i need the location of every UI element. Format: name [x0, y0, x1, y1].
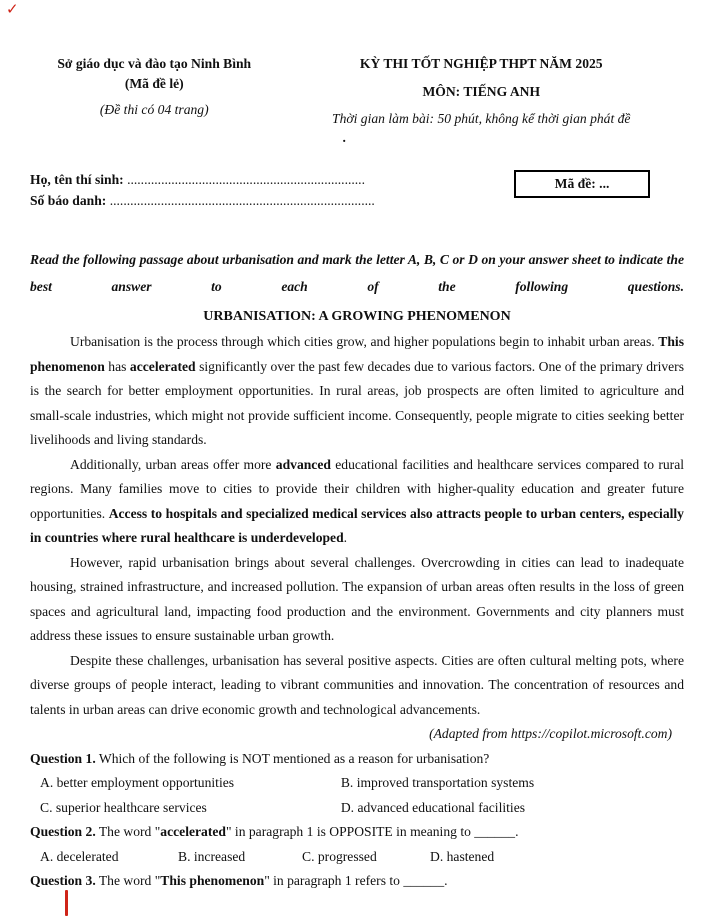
question-1-text: Question 1. Which of the following is NOT mentioned as a reason for urbanisation? — [30, 750, 490, 766]
passage-paragraph-1: Urbanisation is the process through which cities grow, and higher populations begin to inhabit urban areas. This phenomenon has accelerated significantly over the past few decades due to various factors. One of the primary drivers is the search for better employment opportunities. In rural areas, job prospects are often limited to agriculture and small-scale industries, which might not provide sufficient income. Consequently, people migrate to cities seeking better livelihoods and living standards. — [30, 334, 685, 447]
candidate-id-row — [30, 190, 375, 211]
question-2-options — [30, 845, 684, 870]
question-1-option-c: C. superior healthcare services — [40, 799, 207, 815]
passage-paragraph-3: However, rapid urbanisation brings about several challenges. Overcrowding in cities can lead to inadequate housing, strained infrastructure, and increased pollution. The expansion of urban areas often results in the loss of green spaces and agricultural land, impacting food production and the environment. Governments and city planners must address these issues to ensure sustainable urban growth. — [30, 554, 684, 643]
exam-code-type: (Mã đề lẻ) — [124, 76, 184, 91]
question-3-text: Question 3. The word "This phenomenon" in paragraph 1 refers to ______. — [30, 873, 448, 888]
header-left-block — [30, 54, 279, 144]
passage-title: URBANISATION: A GROWING PHENOMENON — [203, 309, 511, 324]
questions-section — [30, 747, 684, 894]
exam-code-box: Mã đề: ... — [514, 170, 650, 198]
stray-dot: . — [342, 130, 346, 145]
exam-title: KỲ THI TỐT NGHIỆP THPT NĂM 2025 — [359, 56, 603, 71]
question-1-option-d: D. advanced educational facilities — [340, 799, 526, 815]
passage-paragraph-2: Additionally, urban areas offer more advanced educational facilities and healthcare services compared to rural regions. Many families move to cities to provide their children with higher-quality education and greater future opportunities. Access to hospitals and specialized medical services also attracts people to urban centers, especially in countries where rural healthcare is underdeveloped. — [30, 456, 685, 545]
candidate-info-section — [30, 169, 684, 211]
red-pen-stroke — [65, 890, 68, 916]
red-check-mark: ✓ — [6, 0, 19, 18]
page-count-note: (Đề thi có 04 trang) — [99, 102, 209, 117]
candidate-name-row — [30, 169, 375, 190]
question-2-option-d: D. hastened — [430, 848, 495, 864]
candidate-name-label: Họ, tên thí sinh: — [30, 172, 124, 187]
reading-passage — [30, 330, 684, 722]
question-1-option-b: B. improved transportation systems — [340, 775, 535, 790]
instruction-text: Read the following passage about urbanisation and mark the letter A, B, C or D on your answer sheet to indicate the best answer to each of the following questions. — [30, 252, 684, 294]
question-2-text: Question 2. The word "accelerated" in paragraph 1 is OPPOSITE in meaning to ______. — [30, 824, 519, 839]
candidate-lines — [30, 169, 375, 211]
question-2-option-c: C. progressed — [302, 848, 377, 864]
exam-duration-note: Thời gian làm bài: 50 phút, không kể thời gian phát đề — [332, 111, 631, 126]
candidate-name-dots: ...................................................................... — [127, 172, 365, 187]
exam-header — [30, 54, 684, 144]
source-attribution: (Adapted from https://copilot.microsoft.com) — [429, 726, 672, 741]
candidate-id-label: Số báo danh: — [30, 193, 107, 208]
question-2-option-b: B. increased — [178, 848, 246, 864]
question-1-options — [30, 771, 684, 820]
department-name: Sở giáo dục và đào tạo Ninh Bình — [57, 56, 252, 71]
question-2-option-a: A. decelerated — [40, 848, 119, 864]
candidate-id-dots: .............................................................................. — [109, 193, 375, 208]
question-1-option-a: A. better employment opportunities — [40, 775, 235, 790]
exam-subject: MÔN: TIẾNG ANH — [422, 84, 541, 99]
passage-paragraph-4: Despite these challenges, urbanisation has several positive aspects. Cities are often cultural melting pots, where diverse groups of people interact, leading to vibrant communities and innovation. The concentration of resources and talents in urban areas can drive economic growth and technological advancements. — [30, 652, 684, 717]
header-right-block — [279, 54, 684, 144]
